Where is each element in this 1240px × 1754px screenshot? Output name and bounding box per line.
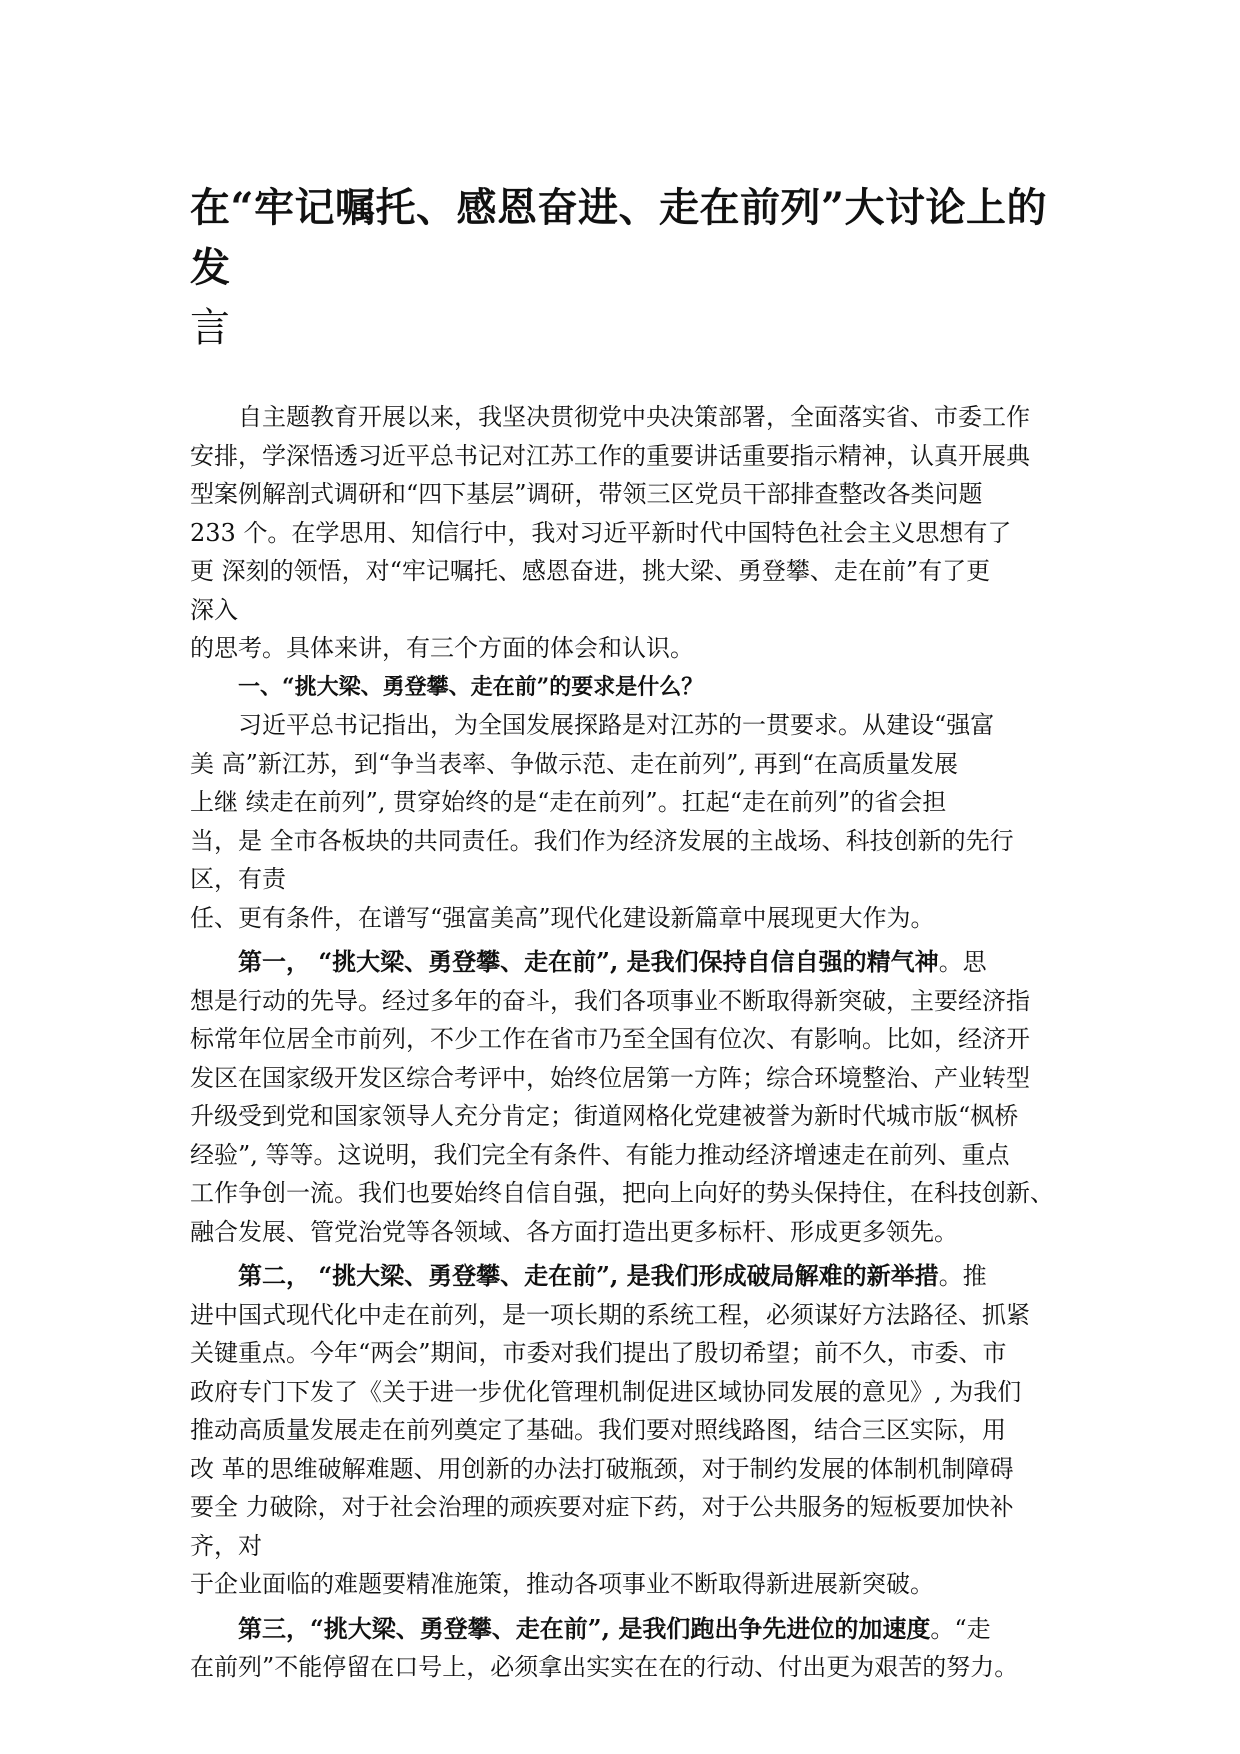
second-point-lead-line — [190, 1257, 1058, 1296]
text-line: 于企业面临的难题要精准施策，推动各项事业不断取得新进展新突破。 — [190, 1570, 934, 1598]
first-point-lead-line — [190, 943, 1058, 982]
text-line: 更 深刻的领悟，对“牢记嘱托、感恩奋进，挑大梁、勇登攀、走在前”有了更 — [190, 557, 991, 585]
intro-paragraph — [190, 398, 1058, 668]
text-line: 要全 力破除，对于社会治理的顽疾要对症下药，对于公共服务的短板要加快补 — [190, 1493, 1014, 1521]
text-line: 经验”, 等等。这说明，我们完全有条件、有能力推动经济增速走在前列、重点 — [190, 1140, 1010, 1169]
text-line: 型案例解剖式调研和“四下基层”调研，带领三区党员干部排查整改各类问题 — [190, 480, 983, 508]
second-point-paragraph — [190, 1257, 1058, 1604]
third-point-lead-line — [190, 1610, 1058, 1649]
text-line: 升级受到党和国家领导人充分肯定；街道网格化党建被誉为新时代城市版“枫桥 — [190, 1102, 1019, 1130]
text-line: 区，有责 — [190, 865, 286, 893]
text-line: 发区在国家级开发区综合考评中，始终位居第一方阵；综合环境整治、产业转型 — [190, 1063, 1030, 1092]
first-point-paragraph — [190, 943, 1058, 1251]
text-line: 工作争创一流。我们也要始终自信自强，把向上向好的势头保持住，在科技创新、 — [190, 1179, 1054, 1207]
text-line: 进中国式现代化中走在前列，是一项长期的系统工程，必须谋好方法路径、抓紧 — [190, 1300, 1030, 1329]
second-point-lead: 第二， “挑大梁、勇登攀、走在前”, 是我们形成破局解难的新举措 — [238, 1261, 939, 1290]
text-line: 齐，对 — [190, 1531, 262, 1560]
text-line: 标常年位居全市前列，不少工作在省市乃至全国有位次、有影响。比如，经济开 — [190, 1025, 1030, 1053]
third-point-lead-rest: 。“走 — [930, 1614, 991, 1643]
page-title — [190, 178, 1058, 358]
text-line: 当，是 全市各板块的共同责任。我们作为经济发展的主战场、科技创新的先行 — [190, 826, 1014, 855]
text-line: 上继 续走在前列”, 贯穿始终的是“走在前列”。扛起“走在前列”的省会担 — [190, 788, 947, 816]
third-point-lead: 第三，“挑大梁、勇登攀、走在前”, 是我们跑出争先进位的加速度 — [238, 1613, 931, 1643]
document-body — [190, 178, 1058, 1687]
third-point-paragraph — [190, 1610, 1058, 1687]
text-line: 关键重点。今年“两会”期间，市委对我们提出了殷切希望；前不久，市委、市 — [190, 1339, 1007, 1367]
text-line: 任、更有条件，在谱写“强富美高”现代化建设新篇章中展现更大作为。 — [190, 903, 935, 932]
text-line: 融合发展、管党治党等各领域、各方面打造出更多标杆、形成更多领先。 — [190, 1217, 958, 1246]
section1-paragraph — [190, 706, 1058, 937]
section-heading: 一、“挑大梁、勇登攀、走在前”的要求是什么？ — [238, 673, 704, 700]
text-line: 推动高质量发展走在前列奠定了基础。我们要对照线路图，结合三区实际，用 — [190, 1416, 1006, 1444]
first-point-lead: 第一， “挑大梁、勇登攀、走在前”, 是我们保持自信自强的精气神 — [238, 947, 939, 976]
text-line: 的思考。具体来讲，有三个方面的体会和认识。 — [190, 634, 694, 662]
text-line: 安排，学深悟透习近平总书记对江苏工作的重要讲话重要指示精神，认真开展典 — [190, 441, 1030, 470]
text-line: 想是行动的先导。经过多年的奋斗，我们各项事业不断取得新突破，主要经济指 — [190, 986, 1030, 1015]
text-line: 233 个。在学思用、知信行中，我对习近平新时代中国特色社会主义思想有了 — [190, 518, 1012, 547]
text-line: 习近平总书记指出，为全国发展探路是对江苏的一贯要求。从建设“强富 — [238, 711, 995, 739]
title-line-1: 在“牢记嘱托、感恩奋进、走在前列”大讨论上的发 — [190, 184, 1048, 291]
text-line: 改 革的思维破解难题、用创新的办法打破瓶颈，对于制约发展的体制机制障碍 — [190, 1454, 1014, 1483]
text-line: 政府专门下发了《关于进一步优化管理机制促进区域协同发展的意见》, 为我们 — [190, 1377, 1022, 1406]
first-point-lead-rest: 。思 — [938, 948, 987, 976]
title-line-2: 言 — [190, 305, 231, 351]
text-line: 在前列”不能停留在口号上，必须拿出实实在在的行动、付出更为艰苦的努力。 — [190, 1653, 1019, 1681]
text-line: 自主题教育开展以来，我坚决贯彻党中央决策部署，全面落实省、市委工作 — [238, 403, 1030, 431]
second-point-lead-rest: 。推 — [938, 1262, 987, 1290]
text-line: 美 高”新江苏，到“争当表率、争做示范、走在前列”, 再到“在高质量发展 — [190, 749, 958, 778]
text-line: 深入 — [190, 595, 238, 624]
